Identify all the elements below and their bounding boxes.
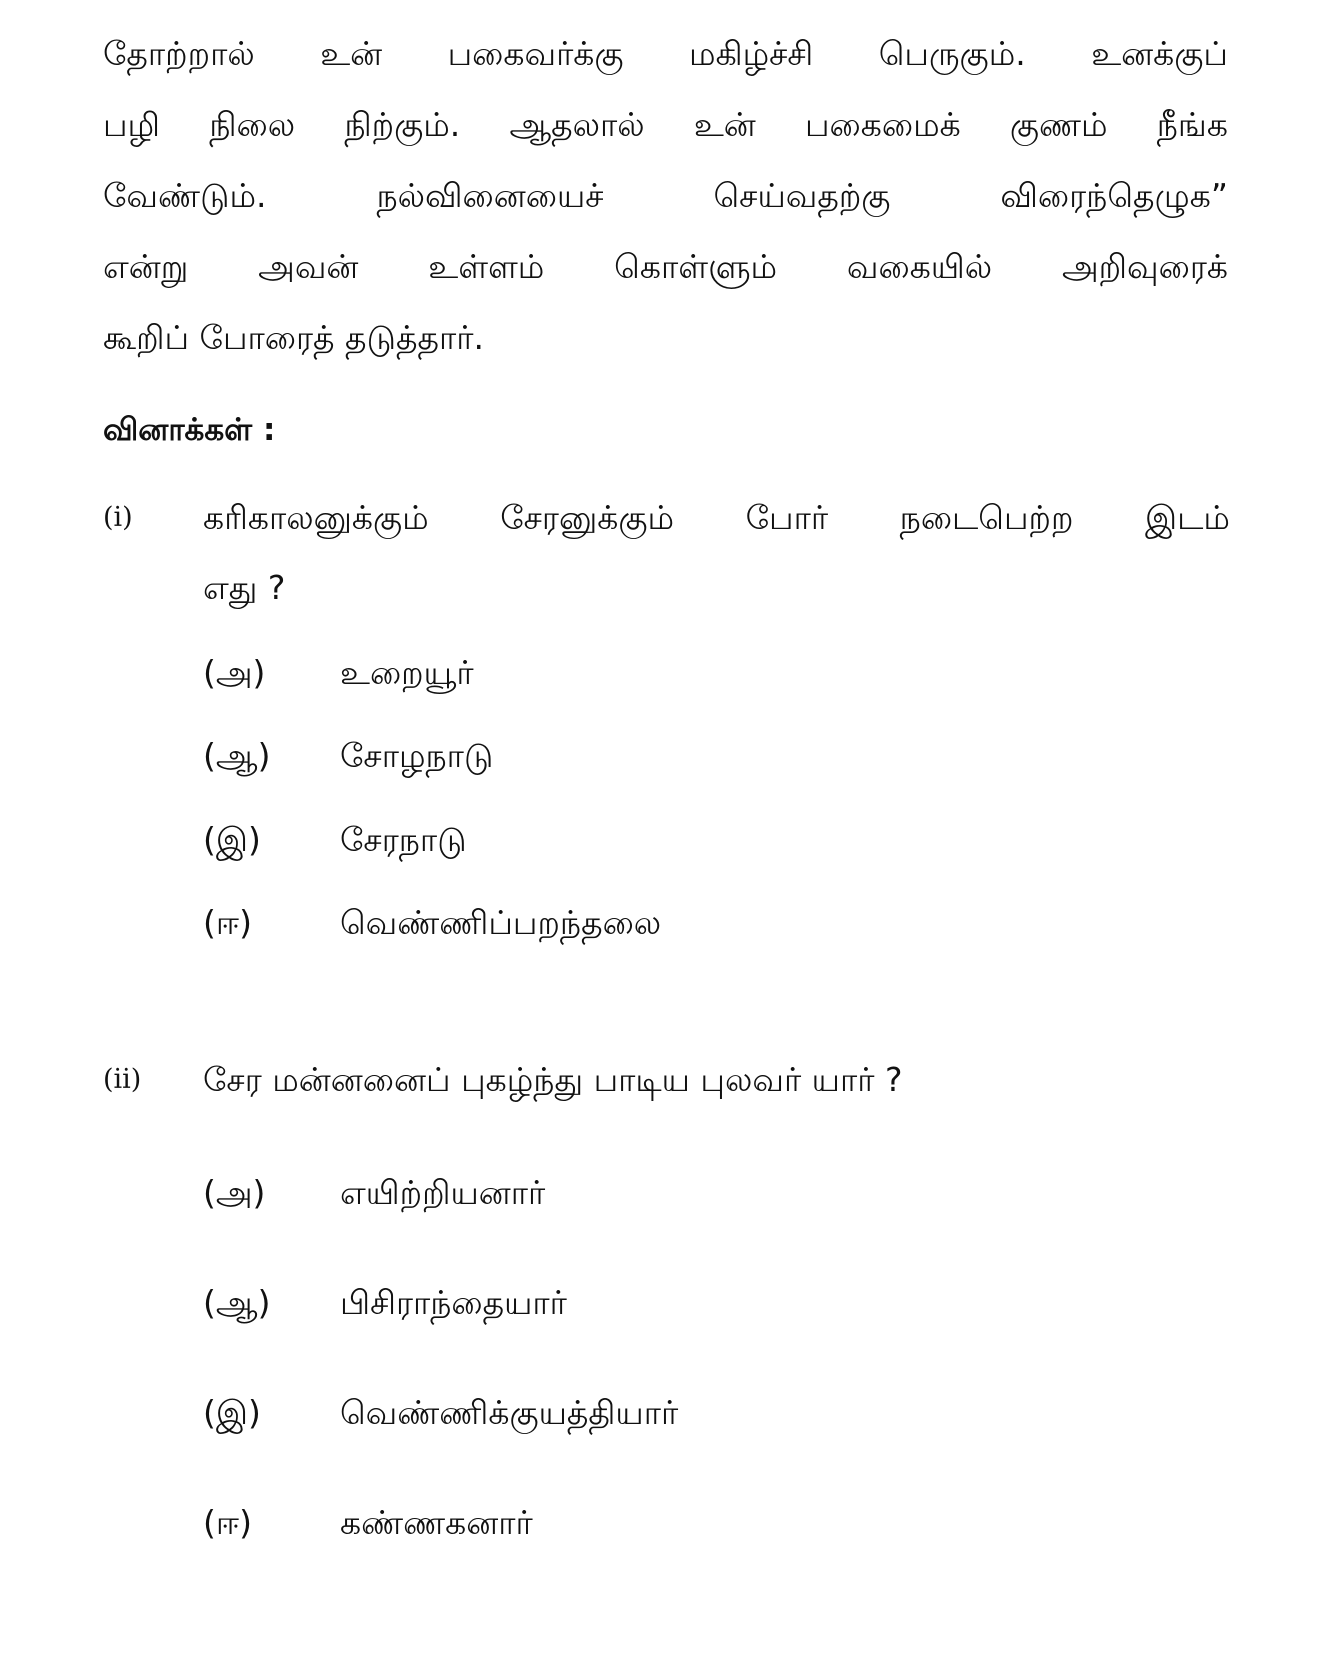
option-label: (இ)	[203, 1393, 261, 1432]
word: குணம்	[1009, 105, 1108, 144]
word: பகைவர்க்கு	[447, 34, 624, 73]
word: சேரனுக்கும்	[500, 498, 675, 537]
passage-line	[103, 231, 1228, 302]
question-number: (i)	[103, 502, 133, 533]
option-label: (ஈ)	[203, 903, 253, 942]
option-label: (ஈ)	[203, 1503, 253, 1542]
word: தோற்றால்	[103, 34, 255, 73]
word: வகையில்	[846, 247, 993, 286]
word: கரிகாலனுக்கும்	[203, 498, 429, 537]
option-text: சோழநாடு	[340, 736, 494, 775]
option-text: கண்ணகனார்	[340, 1503, 533, 1542]
word: உன்	[693, 105, 756, 144]
word: நடைபெற்ற	[899, 498, 1074, 537]
word: அவன்	[258, 247, 359, 286]
word: பழி	[103, 105, 161, 144]
question-text	[203, 493, 1230, 543]
word: நிற்கும்.	[344, 105, 461, 144]
word: மகிழ்ச்சி	[689, 34, 814, 73]
question-number: (ii)	[103, 1064, 142, 1095]
option-text: பிசிராந்தையார்	[340, 1283, 567, 1322]
word: அறிவுரைக்	[1061, 247, 1228, 286]
word: போர்	[745, 498, 829, 537]
word: விரைந்தெழுக”	[1000, 176, 1228, 215]
option-label: (இ)	[203, 820, 261, 859]
passage-line	[103, 160, 1228, 231]
word: பகைமைக்	[804, 105, 961, 144]
option-label: (ஆ)	[203, 736, 271, 775]
option-text: உறையூர்	[340, 653, 474, 692]
question-text: சேர மன்னனைப் புகழ்ந்து பாடிய புலவர் யார் ?	[203, 1060, 903, 1099]
word: பெருகும்.	[878, 34, 1026, 73]
option-label: (ஆ)	[203, 1283, 271, 1322]
word: உள்ளம்	[428, 247, 545, 286]
option-label: (அ)	[203, 1173, 266, 1212]
question-text-continued: எது ?	[203, 568, 286, 607]
word: நீங்க	[1156, 105, 1228, 144]
passage-line: கூறிப் போரைத் தடுத்தார்.	[103, 318, 484, 357]
option-text: வெண்ணிப்பறந்தலை	[340, 903, 662, 942]
option-text: வெண்ணிக்குயத்தியார்	[340, 1393, 679, 1432]
option-text: எயிற்றியனார்	[340, 1173, 546, 1212]
questions-heading: வினாக்கள் :	[103, 412, 276, 448]
word: என்று	[103, 247, 189, 286]
word: இடம்	[1145, 498, 1230, 537]
word: உன்	[320, 34, 383, 73]
word: நல்வினையைச்	[376, 176, 604, 215]
option-label: (அ)	[203, 653, 266, 692]
word: செய்வதற்கு	[713, 176, 891, 215]
word: ஆதலால்	[509, 105, 645, 144]
word: உனக்குப்	[1091, 34, 1228, 73]
word: வேண்டும்.	[103, 176, 267, 215]
passage	[103, 18, 1228, 373]
option-text: சேரநாடு	[340, 820, 467, 859]
word: நிலை	[209, 105, 296, 144]
word: கொள்ளும்	[614, 247, 778, 286]
passage-line	[103, 89, 1228, 160]
passage-line	[103, 18, 1228, 89]
